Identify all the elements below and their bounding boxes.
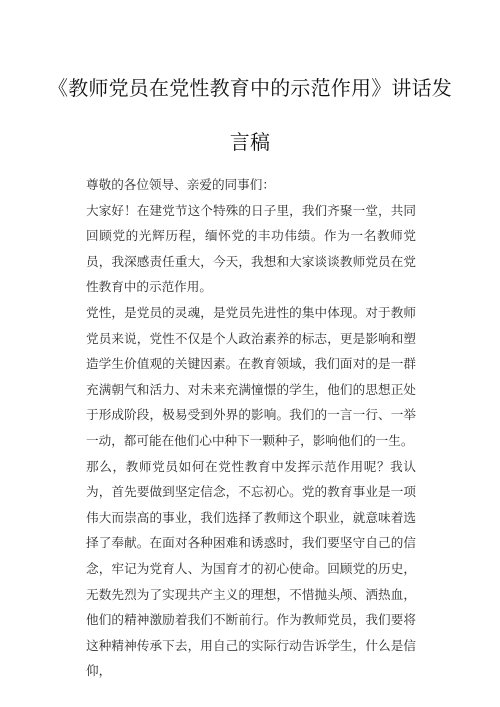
document-title-line-2: 言稿 [229,130,271,154]
document-title-line-1: 《教师党员在党性教育中的示范作用》讲话发 [48,76,452,100]
paragraph-1: 大家好！在建党节这个特殊的日子里，我们齐聚一堂，共同回顾党的光辉历程，缅怀党的丰功伟绩。作为一名教师党员，我深感责任重大，今天，我想和大家谈谈教师党员在党性教育中的示范作用。 [86,202,416,295]
salutation: 尊敬的各位领导、亲爱的同事们： [86,177,275,192]
paragraph-3: 那么，教师党员如何在党性教育中发挥示范作用呢？我认为，首先要做到坚定信念，不忘初心。党的教育事业是一项伟大而崇高的事业，我们选择了教师这个职业，就意味着选择了奉献。在面对各种困难和诱惑时，我们要坚守自己的信念，牢记为党育人、为国育才的初心使命。回顾党的历史，无数先烈为了实现共产主义的理想，不惜抛头颅、洒热血，他们的精神激励着我们不断前行。作为教师党员，我们要将这种精神传承下去，用自己的实际行动告诉学生，什么是信仰， [86,458,416,679]
document-body [86,172,416,684]
paragraph-2: 党性，是党员的灵魂，是党员先进性的集中体现。对于教师党员来说，党性不仅是个人政治素养的标志，更是影响和塑造学生价值观的关键因素。在教育领域，我们面对的是一群充满朝气和活力、对未来充满憧憬的学生，他们的思想正处于形成阶段，极易受到外界的影响。我们的一言一行、一举一动，都可能在他们心中种下一颗种子，影响他们的一生。 [86,304,416,448]
